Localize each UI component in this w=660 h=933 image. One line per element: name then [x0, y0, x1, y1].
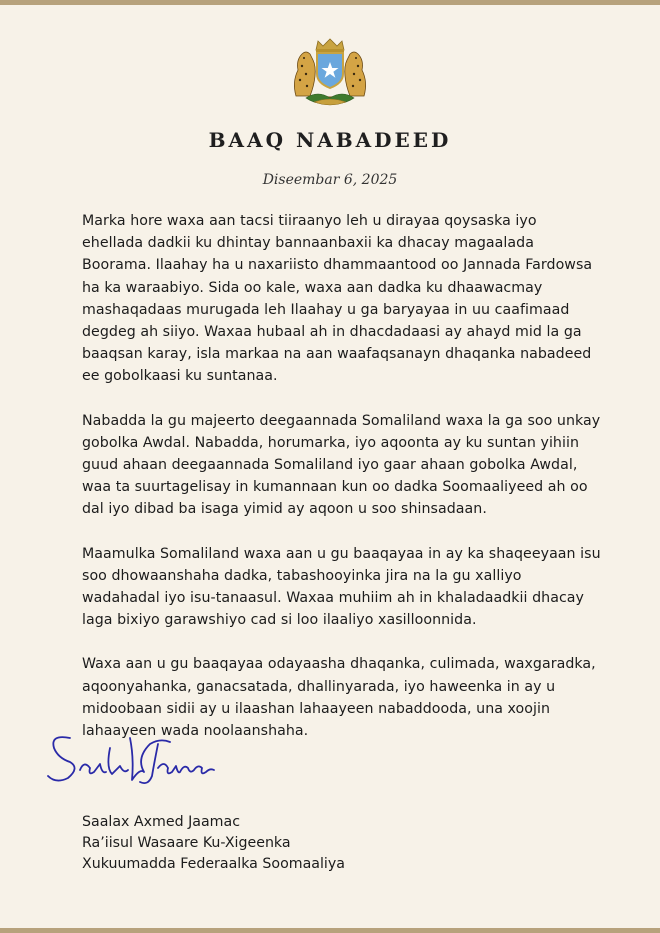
paragraph-3: Maamulka Somaliland waxa aan u gu baaqayaa in ay ka shaqeeyaan isu soo dhowaanshaha dadka, tabashooyinka jira na la gu xalliyo wadahadal iyo isu-tanaasul. Waxaa muhiim ah in khaladaadkii dhacay laga bixiyo garawshiyo cad si loo ilaaliyo xasilloonnida.: [82, 545, 601, 629]
signatory-name: Saalax Axmed Jaamac: [82, 814, 240, 830]
statement-body: [82, 210, 602, 764]
paragraph-4: Waxa aan u gu baaqayaa odayaasha dhaqanka, culimada, waxgaradka, aqoonyahanka, ganacsatada, dhallinyarada, iyo haweenka in ay u midoobaan sidii ay u ilaashan lahaayeen nabaddooda, una xoojin lahaayeen wada noolaanshaha.: [82, 656, 596, 740]
document-date: Diseembar 6, 2025: [262, 172, 398, 188]
signature-image: [40, 728, 230, 790]
coat-of-arms-icon: [280, 36, 380, 108]
signatory-position: Ra’iisul Wasaare Ku-Xigeenka: [82, 835, 291, 851]
paragraph-1: Marka hore waxa aan tacsi tiiraanyo leh u dirayaa qoysaska iyo ehellada dadkii ku dhintay bannaanbaxii ka dhacay magaalada Boorama. Ilaahay ha u naxariisto dhammaantood oo Jannada Fardowsa ha ka waraabiyo. Sida oo kale, waxa aan dadka ku dhaawacmay mashaqadaas murugada leh Ilaahay u ga baryayaa in uu caafimaad degdeg ah siiyo. Waxaa hubaal ah in dhacdadaasi ay ahayd mid la ga baaqsan karay, isla markaa na aan waafaqsanayn dhaqanka nabadeed ee gobolkaasi ku suntanaa.: [82, 213, 593, 385]
bottom-border: [0, 928, 660, 933]
paragraph-2: Nabadda la gu majeerto deegaannada Somaliland waxa la ga soo unkay gobolka Awdal. Nabadda, horumarka, iyo aqoonta ay ku suntan yihiin guud ahaan deegaannada Somaliland iyo gaar ahaan gobolka Awdal, waa ta suurtagelisay in kumannaan kun oo dadka Soomaaliyeed ah oo dal iyo dibad ba isaga yimid ay aqoon u soo shinsadaan.: [82, 412, 601, 518]
top-border: [0, 0, 660, 5]
signatory-block: [82, 812, 345, 875]
signatory-institution: Xukuumadda Federaalka Soomaaliya: [82, 856, 345, 872]
document-title: BAAQ NABADEED: [208, 128, 452, 152]
